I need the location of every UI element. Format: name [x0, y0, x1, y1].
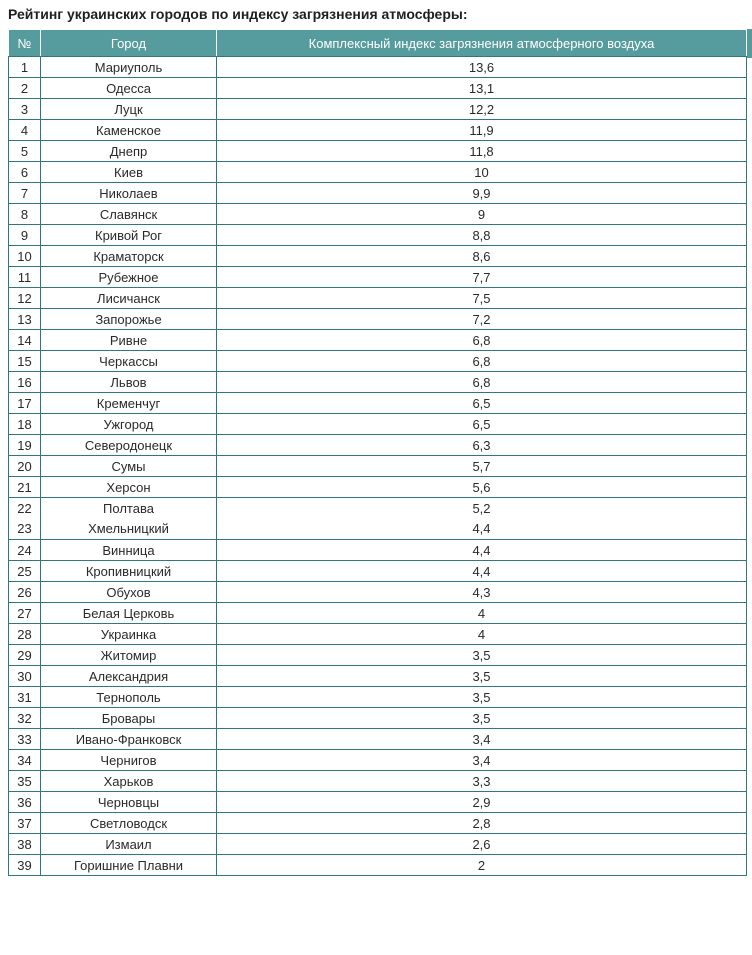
header-cell-index: Комплексный индекс загрязнения атмосферного воздуха — [217, 30, 747, 57]
row-number-cell: 13 — [9, 309, 41, 330]
header-cell-city: Город — [41, 30, 217, 57]
row-value-cell: 2,9 — [217, 792, 747, 813]
page — [0, 6, 752, 876]
row-number-cell: 16 — [9, 372, 41, 393]
table-row — [9, 519, 747, 540]
row-number-cell: 2 — [9, 78, 41, 99]
row-city-cell: Житомир — [41, 645, 217, 666]
row-number-cell: 9 — [9, 225, 41, 246]
row-value-cell: 7,2 — [217, 309, 747, 330]
row-city-cell: Кропивницкий — [41, 561, 217, 582]
row-city-cell: Рубежное — [41, 267, 217, 288]
row-value-cell: 2,8 — [217, 813, 747, 834]
row-value-cell: 8,8 — [217, 225, 747, 246]
table-row — [9, 435, 747, 456]
row-city-cell: Сумы — [41, 456, 217, 477]
row-value-cell: 5,6 — [217, 477, 747, 498]
row-number-cell: 14 — [9, 330, 41, 351]
row-value-cell: 3,3 — [217, 771, 747, 792]
row-city-cell: Черновцы — [41, 792, 217, 813]
row-number-cell: 6 — [9, 162, 41, 183]
row-value-cell: 4,4 — [217, 519, 747, 540]
row-value-cell: 8,6 — [217, 246, 747, 267]
row-number-cell: 30 — [9, 666, 41, 687]
row-number-cell: 32 — [9, 708, 41, 729]
row-number-cell: 10 — [9, 246, 41, 267]
table-row — [9, 141, 747, 162]
row-city-cell: Ивано-Франковск — [41, 729, 217, 750]
row-city-cell: Днепр — [41, 141, 217, 162]
row-number-cell: 8 — [9, 204, 41, 225]
table-row — [9, 855, 747, 876]
row-value-cell: 6,3 — [217, 435, 747, 456]
row-value-cell: 12,2 — [217, 99, 747, 120]
table-row — [9, 57, 747, 78]
row-city-cell: Бровары — [41, 708, 217, 729]
row-city-cell: Украинка — [41, 624, 217, 645]
row-city-cell: Ужгород — [41, 414, 217, 435]
table-row — [9, 120, 747, 141]
table-row — [9, 225, 747, 246]
row-number-cell: 20 — [9, 456, 41, 477]
row-number-cell: 22 — [9, 498, 41, 519]
row-number-cell: 17 — [9, 393, 41, 414]
row-value-cell: 4,4 — [217, 540, 747, 561]
table-header-row — [9, 30, 747, 57]
row-city-cell: Лисичанск — [41, 288, 217, 309]
table-row — [9, 582, 747, 603]
row-number-cell: 33 — [9, 729, 41, 750]
row-value-cell: 7,5 — [217, 288, 747, 309]
row-number-cell: 34 — [9, 750, 41, 771]
table-row — [9, 666, 747, 687]
table-row — [9, 351, 747, 372]
row-value-cell: 3,5 — [217, 708, 747, 729]
row-city-cell: Тернополь — [41, 687, 217, 708]
table-row — [9, 708, 747, 729]
row-number-cell: 26 — [9, 582, 41, 603]
table-row — [9, 477, 747, 498]
row-number-cell: 7 — [9, 183, 41, 204]
row-city-cell: Мариуполь — [41, 57, 217, 78]
table-row — [9, 834, 747, 855]
row-city-cell: Измаил — [41, 834, 217, 855]
row-value-cell: 3,4 — [217, 729, 747, 750]
table-row — [9, 792, 747, 813]
row-value-cell: 4,3 — [217, 582, 747, 603]
row-number-cell: 36 — [9, 792, 41, 813]
row-number-cell: 15 — [9, 351, 41, 372]
row-value-cell: 11,9 — [217, 120, 747, 141]
row-value-cell: 5,7 — [217, 456, 747, 477]
row-city-cell: Хмельницкий — [41, 519, 217, 540]
row-city-cell: Львов — [41, 372, 217, 393]
row-value-cell: 3,4 — [217, 750, 747, 771]
row-number-cell: 31 — [9, 687, 41, 708]
row-city-cell: Александрия — [41, 666, 217, 687]
table-row — [9, 183, 747, 204]
row-number-cell: 29 — [9, 645, 41, 666]
table-row — [9, 624, 747, 645]
row-number-cell: 18 — [9, 414, 41, 435]
table-row — [9, 372, 747, 393]
table-row — [9, 309, 747, 330]
row-value-cell: 9 — [217, 204, 747, 225]
row-city-cell: Херсон — [41, 477, 217, 498]
row-city-cell: Луцк — [41, 99, 217, 120]
row-number-cell: 24 — [9, 540, 41, 561]
row-city-cell: Славянск — [41, 204, 217, 225]
row-city-cell: Горишние Плавни — [41, 855, 217, 876]
table-row — [9, 246, 747, 267]
table-row — [9, 561, 747, 582]
pollution-rating-table — [8, 29, 746, 876]
row-value-cell: 13,1 — [217, 78, 747, 99]
table-row — [9, 99, 747, 120]
row-city-cell: Одесса — [41, 78, 217, 99]
row-number-cell: 11 — [9, 267, 41, 288]
row-number-cell: 39 — [9, 855, 41, 876]
row-number-cell: 21 — [9, 477, 41, 498]
row-value-cell: 2 — [217, 855, 747, 876]
row-city-cell: Запорожье — [41, 309, 217, 330]
header-cell-number: № — [9, 30, 41, 57]
row-value-cell: 4 — [217, 603, 747, 624]
row-city-cell: Белая Церковь — [41, 603, 217, 624]
row-value-cell: 4 — [217, 624, 747, 645]
row-value-cell: 4,4 — [217, 561, 747, 582]
row-city-cell: Харьков — [41, 771, 217, 792]
table-row — [9, 498, 747, 519]
row-value-cell: 13,6 — [217, 57, 747, 78]
row-number-cell: 1 — [9, 57, 41, 78]
row-number-cell: 4 — [9, 120, 41, 141]
table-row — [9, 393, 747, 414]
row-value-cell: 3,5 — [217, 666, 747, 687]
row-city-cell: Николаев — [41, 183, 217, 204]
table-row — [9, 603, 747, 624]
row-city-cell: Полтава — [41, 498, 217, 519]
row-city-cell: Краматорск — [41, 246, 217, 267]
row-value-cell: 6,8 — [217, 372, 747, 393]
row-number-cell: 38 — [9, 834, 41, 855]
header-right-cap — [747, 29, 752, 58]
table-row — [9, 540, 747, 561]
table-row — [9, 729, 747, 750]
row-value-cell: 3,5 — [217, 687, 747, 708]
row-number-cell: 19 — [9, 435, 41, 456]
row-number-cell: 28 — [9, 624, 41, 645]
table-row — [9, 204, 747, 225]
row-value-cell: 6,8 — [217, 351, 747, 372]
row-city-cell: Киев — [41, 162, 217, 183]
row-number-cell: 23 — [9, 519, 41, 540]
row-value-cell: 7,7 — [217, 267, 747, 288]
row-value-cell: 3,5 — [217, 645, 747, 666]
row-number-cell: 3 — [9, 99, 41, 120]
row-city-cell: Северодонецк — [41, 435, 217, 456]
row-number-cell: 5 — [9, 141, 41, 162]
row-value-cell: 5,2 — [217, 498, 747, 519]
page-title: Рейтинг украинских городов по индексу загрязнения атмосферы: — [8, 6, 468, 22]
table — [8, 29, 747, 876]
table-row — [9, 771, 747, 792]
row-value-cell: 11,8 — [217, 141, 747, 162]
row-value-cell: 6,5 — [217, 393, 747, 414]
row-city-cell: Черкассы — [41, 351, 217, 372]
row-value-cell: 6,8 — [217, 330, 747, 351]
row-number-cell: 27 — [9, 603, 41, 624]
row-value-cell: 2,6 — [217, 834, 747, 855]
table-row — [9, 456, 747, 477]
row-city-cell: Ривне — [41, 330, 217, 351]
table-row — [9, 267, 747, 288]
table-row — [9, 645, 747, 666]
row-city-cell: Кривой Рог — [41, 225, 217, 246]
row-number-cell: 12 — [9, 288, 41, 309]
table-row — [9, 288, 747, 309]
table-row — [9, 330, 747, 351]
table-row — [9, 78, 747, 99]
row-number-cell: 35 — [9, 771, 41, 792]
row-value-cell: 6,5 — [217, 414, 747, 435]
table-row — [9, 813, 747, 834]
row-city-cell: Светловодск — [41, 813, 217, 834]
row-city-cell: Кременчуг — [41, 393, 217, 414]
row-city-cell: Каменское — [41, 120, 217, 141]
row-city-cell: Винница — [41, 540, 217, 561]
row-city-cell: Обухов — [41, 582, 217, 603]
table-row — [9, 162, 747, 183]
table-row — [9, 687, 747, 708]
row-number-cell: 25 — [9, 561, 41, 582]
row-number-cell: 37 — [9, 813, 41, 834]
table-row — [9, 750, 747, 771]
row-value-cell: 9,9 — [217, 183, 747, 204]
row-city-cell: Чернигов — [41, 750, 217, 771]
row-value-cell: 10 — [217, 162, 747, 183]
table-row — [9, 414, 747, 435]
